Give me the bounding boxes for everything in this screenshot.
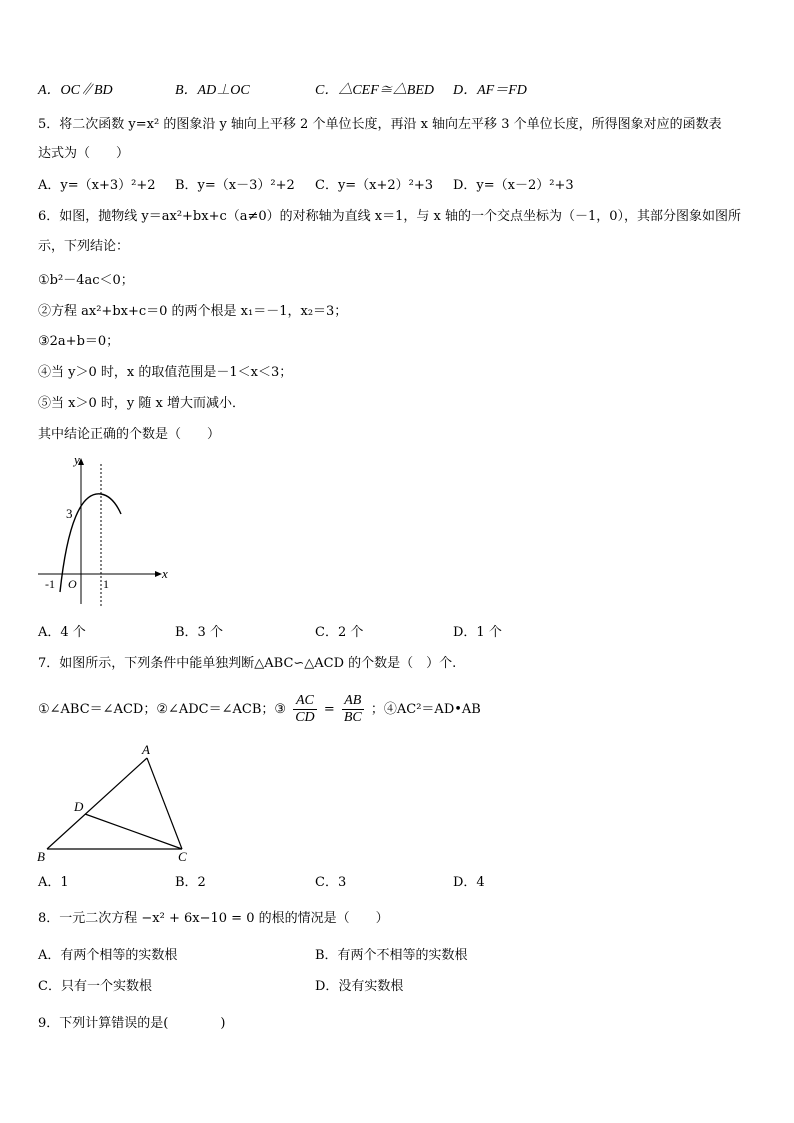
q5-stem-line2: 达式为（ ） xyxy=(38,146,130,161)
q6-statement-5: ⑤当 x＞0 时，y 随 x 增大而减小． xyxy=(38,396,245,411)
q4-option-a: A．OC∥BD xyxy=(38,83,113,98)
q9-stem: 9．下列计算错误的是( ) xyxy=(38,1016,226,1031)
q7-stem: 7．如图所示，下列条件中能单独判断△ABC∽△ACD 的个数是（ ）个. xyxy=(38,656,457,671)
q7-option-b: B．2 xyxy=(175,875,206,890)
q8-option-c: C．只有一个实数根 xyxy=(38,979,152,994)
parabola-graph xyxy=(35,450,175,620)
q6-option-a: A．4 个 xyxy=(38,625,86,640)
graph-tick-1: 1 xyxy=(103,577,109,591)
graph-origin: O xyxy=(68,577,77,591)
q7-condition-4: ；④AC²＝AD•AB xyxy=(370,702,481,717)
q4-option-d: D．AF＝FD xyxy=(453,83,527,98)
q7-frac1-numerator: AC xyxy=(293,693,316,710)
q4-option-c: C．△CEF≅△BED xyxy=(315,83,434,98)
q7-conditions xyxy=(38,692,481,728)
q6-option-b: B．3 个 xyxy=(175,625,223,640)
graph-tick-minus1: -1 xyxy=(45,577,55,591)
q7-option-a: A．1 xyxy=(38,875,69,890)
q6-statement-1: ①b²－4ac＜0； xyxy=(38,273,134,288)
label-B: B xyxy=(37,849,45,864)
q6-stem-line2: 示，下列结论： xyxy=(38,239,130,254)
q8-option-d: D．没有实数根 xyxy=(315,979,404,994)
graph-tick-3: 3 xyxy=(66,506,73,521)
q7-fraction-1 xyxy=(293,693,316,726)
q6-statement-4: ④当 y＞0 时，x 的取值范围是－1＜x＜3； xyxy=(38,365,293,380)
q7-frac2-denominator: BC xyxy=(343,710,362,725)
q4-option-b: B．AD⊥OC xyxy=(175,83,250,98)
q7-frac1-denominator: CD xyxy=(295,710,315,725)
q7-equals: = xyxy=(323,702,335,717)
triangle-figure xyxy=(33,740,198,868)
label-D: D xyxy=(74,799,84,814)
graph-x-label: x xyxy=(162,566,168,581)
q5-option-d: D．y=（x－2）²+3 xyxy=(453,178,574,193)
graph-y-label: y xyxy=(74,452,80,467)
q7-conditions-1-2: ①∠ABC＝∠ACD；②∠ADC＝∠ACB；③ xyxy=(38,702,287,717)
q8-option-a: A．有两个相等的实数根 xyxy=(38,948,178,963)
label-C: C xyxy=(178,849,187,864)
q8-option-b: B．有两个不相等的实数根 xyxy=(315,948,468,963)
q5-option-b: B．y=（x－3）²+2 xyxy=(175,178,295,193)
q8-stem: 8．一元二次方程 −x² + 6x−10 = 0 的根的情况是（ ） xyxy=(38,911,389,926)
q5-option-c: C．y=（x+2）²+3 xyxy=(315,178,434,193)
q7-option-d: D．4 xyxy=(453,875,485,890)
q7-option-c: C．3 xyxy=(315,875,347,890)
q6-statement-3: ③2a+b＝0； xyxy=(38,334,120,349)
q6-option-d: D．1 个 xyxy=(453,625,502,640)
q6-stem-line1: 6．如图，抛物线 y＝ax²+bx+c（a≠0）的对称轴为直线 x＝1，与 x 轴的一个交点坐标为（－1，0），其部分图象如图所 xyxy=(38,209,742,224)
q7-fraction-2 xyxy=(342,693,364,726)
q7-frac2-numerator: AB xyxy=(342,693,364,710)
q5-stem-line1: 5．将二次函数 y=x² 的图象沿 y 轴向上平移 2 个单位长度，再沿 x 轴向左平移 3 个单位长度，所得图象对应的函数表 xyxy=(38,117,722,132)
q6-question: 其中结论正确的个数是（ ） xyxy=(38,427,221,442)
q6-statement-2: ②方程 ax²+bx+c＝0 的两个根是 x₁＝－1，x₂＝3； xyxy=(38,304,348,319)
q6-option-c: C．2 个 xyxy=(315,625,364,640)
q5-option-a: A．y=（x+3）²+2 xyxy=(38,178,156,193)
label-A: A xyxy=(142,742,150,757)
